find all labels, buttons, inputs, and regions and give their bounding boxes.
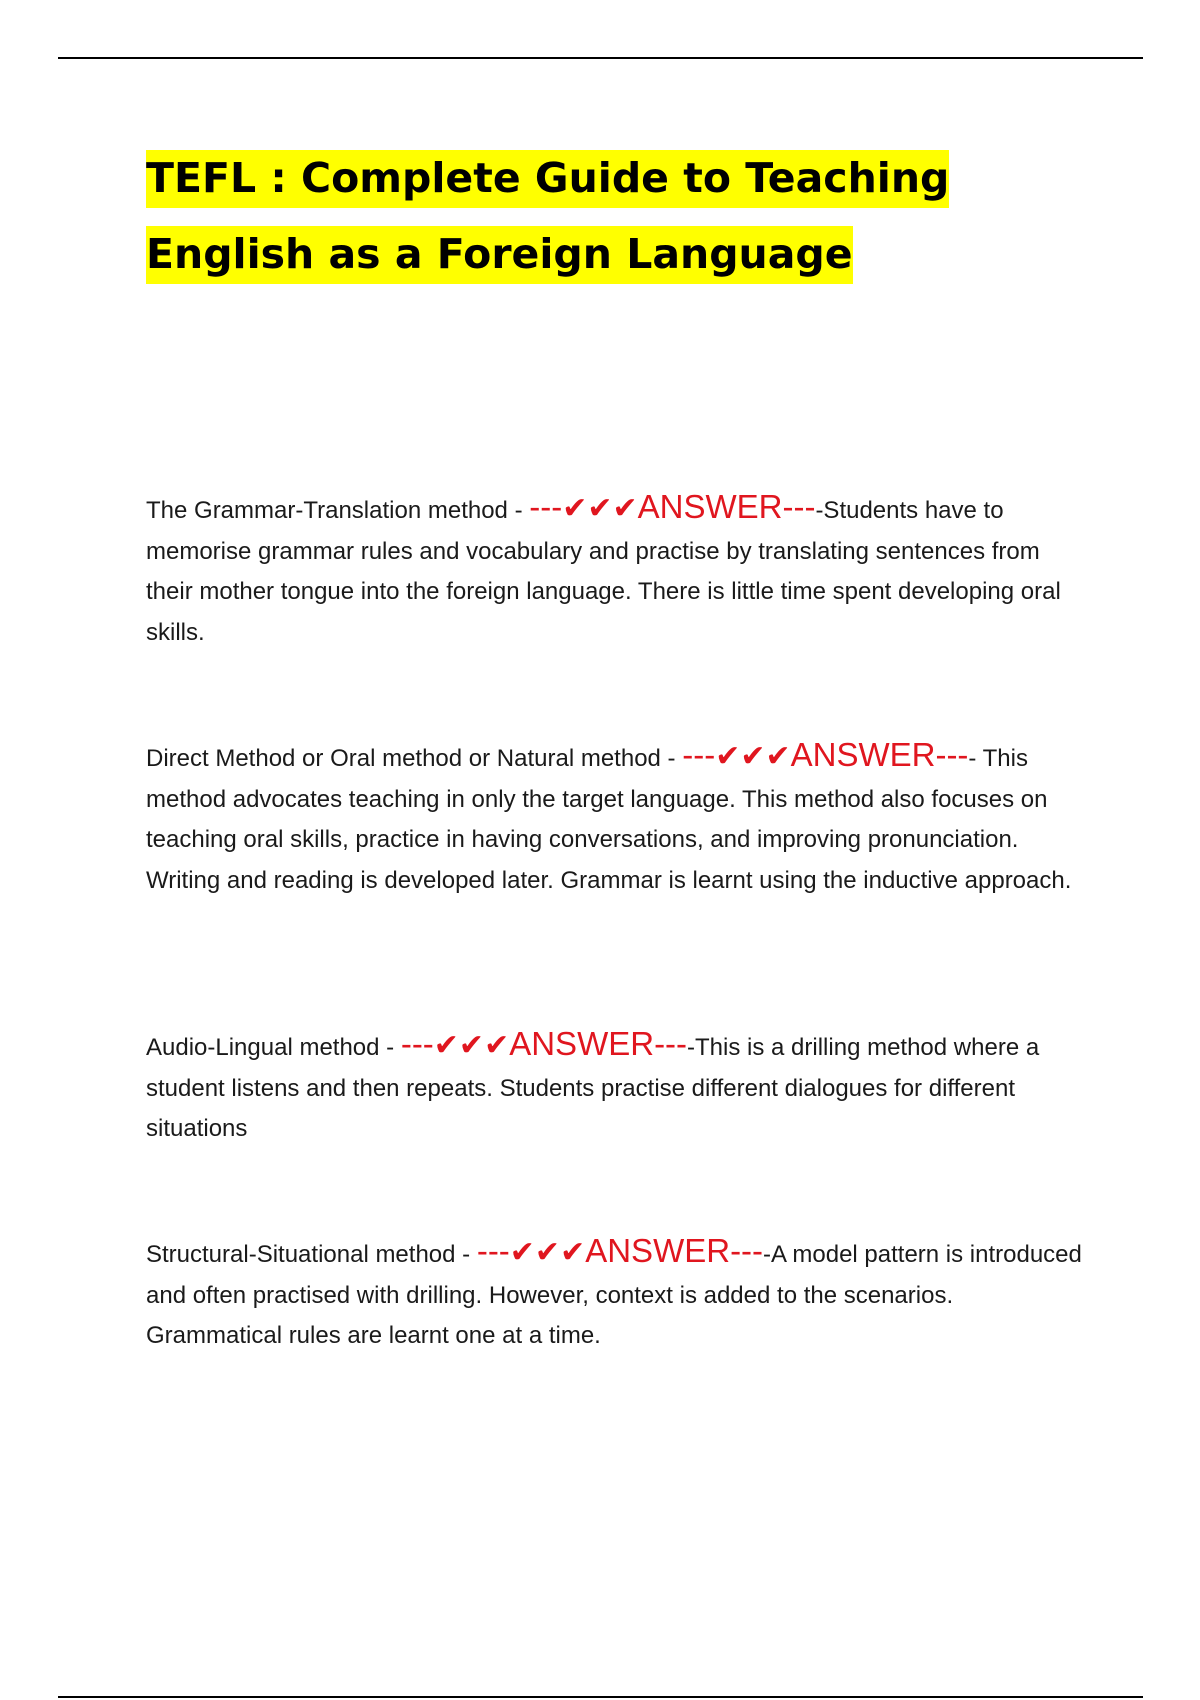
answer-marker: ---✔✔✔ANSWER--- xyxy=(400,1025,688,1063)
entry-term: Audio-Lingual method xyxy=(146,1034,380,1061)
qa-entry-audio-lingual xyxy=(146,1024,1091,1150)
entry-term: Direct Method or Oral method or Natural method xyxy=(146,745,661,772)
title-highlight: TEFL : Complete Guide to Teaching English as a Foreign Language xyxy=(146,150,949,284)
checkmark-icon: ✔✔✔ xyxy=(509,1235,586,1270)
checkmark-icon: ✔✔✔ xyxy=(715,739,791,774)
entry-term: Structural-Situational method xyxy=(146,1241,456,1268)
entry-separator: - xyxy=(507,497,530,524)
top-rule xyxy=(58,57,1143,59)
qa-entry-direct-method xyxy=(146,735,1091,901)
entry-definition: - This method advocates teaching in only the target language. This method also focuses on teaching oral skills, practice in having conversations, and improving pronunciation. Writing and reading is developed later. Grammar is learnt using the inductive approach. xyxy=(146,745,1072,894)
qa-entry-grammar-translation xyxy=(146,487,1091,653)
entry-term: The Grammar-Translation method xyxy=(146,497,508,524)
answer-marker: ---✔✔✔ANSWER--- xyxy=(682,736,969,774)
checkmark-icon: ✔✔✔ xyxy=(562,491,638,526)
entry-definition: -A model pattern is introduced and often practised with drilling. However, context is added to the scenarios. Grammatical rules are learnt one at a time. xyxy=(146,1241,1082,1349)
answer-marker: ---✔✔✔ANSWER--- xyxy=(529,488,816,526)
qa-entry-structural-situational xyxy=(146,1231,1091,1357)
bottom-rule xyxy=(58,1696,1143,1698)
entry-definition: -Students have to memorise grammar rules and vocabulary and practise by translating sentences from their mother tongue into the foreign language. There is little time spent developing oral skills. xyxy=(146,497,1061,646)
answer-marker: ---✔✔✔ANSWER--- xyxy=(476,1232,764,1270)
entry-definition: -This is a drilling method where a student listens and then repeats. Students practise different dialogues for different situations xyxy=(146,1034,1040,1142)
document-title xyxy=(146,140,1106,292)
entry-separator: - xyxy=(379,1034,401,1061)
entry-separator: - xyxy=(455,1241,477,1268)
checkmark-icon: ✔✔✔ xyxy=(433,1028,510,1063)
entry-separator: - xyxy=(660,745,683,772)
